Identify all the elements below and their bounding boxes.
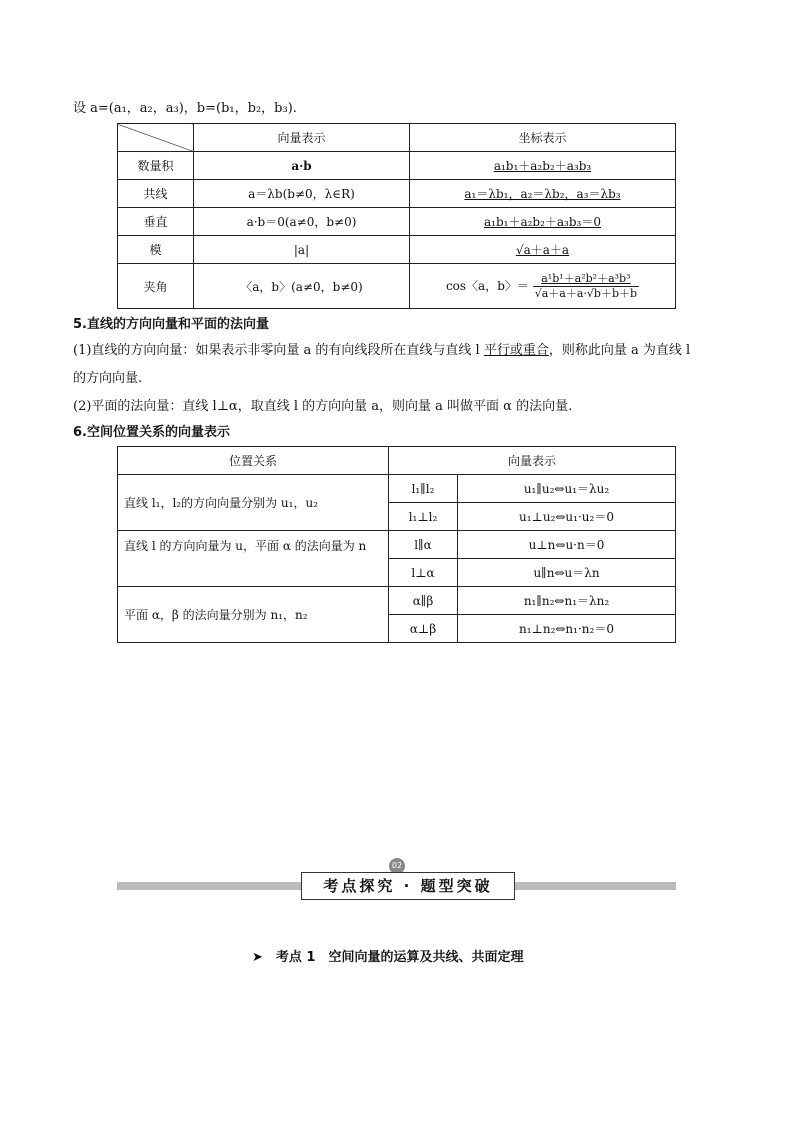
vector-cell: n₁⊥n₂⇔n₁·n₂＝0: [458, 615, 676, 643]
banner-title: 考点探究 · 题型突破: [301, 872, 515, 900]
group-desc: 直线 l 的方向向量为 u，平面 α 的法向量为 n: [118, 531, 389, 587]
p1-underlined: 平行或重合: [483, 343, 549, 358]
row-coord-fraction: [410, 264, 676, 309]
fraction: [533, 272, 639, 301]
vector-cell: u₁∥u₂⇔u₁＝λu₂: [458, 475, 676, 503]
row-label: 垂直: [118, 208, 194, 236]
banner-bar-left: [117, 882, 301, 890]
row-label: 共线: [118, 180, 194, 208]
p1-text-b: ，则称此向量 a 为直线 l: [548, 343, 691, 358]
header-vector-rep: 向量表示: [389, 447, 676, 475]
row-coord: a₁b₁＋a₂b₂＋a₃b₃: [410, 152, 676, 180]
fraction-denominator: √a＋a＋a·√b＋b＋b: [534, 286, 638, 300]
position-relation-table: [117, 446, 676, 643]
row-vector: 〈a，b〉(a≠0，b≠0): [194, 264, 410, 309]
section5-title: 5.直线的方向向量和平面的法向量: [73, 317, 269, 332]
row-vector: a·b＝0(a≠0，b≠0): [194, 208, 410, 236]
row-label: 数量积: [118, 152, 194, 180]
section5-p2: (2)平面的法向量：直线 l⊥α，取直线 l 的方向向量 a，则向量 a 叫做平面 α 的法向量.: [73, 399, 573, 414]
row-vector: |a|: [194, 236, 410, 264]
relation-cell: l∥α: [389, 531, 458, 559]
relation-cell: l₁⊥l₂: [389, 503, 458, 531]
banner-number-badge: 02: [389, 858, 405, 874]
group-desc: 直线 l₁，l₂的方向向量分别为 u₁，u₂: [118, 475, 389, 531]
header-vector: 向量表示: [194, 124, 410, 152]
banner-bar-right: [513, 882, 676, 890]
fraction-numerator: a¹b¹＋a²b²＋a³b³: [533, 272, 639, 287]
row-coord: √a＋a＋a: [410, 236, 676, 264]
relation-cell: l⊥α: [389, 559, 458, 587]
coord-prefix: cos〈a，b〉＝: [445, 278, 529, 293]
vector-cell: n₁∥n₂⇔n₁＝λn₂: [458, 587, 676, 615]
relation-cell: l₁∥l₂: [389, 475, 458, 503]
row-coord: a₁＝λb₁，a₂＝λb₂，a₃＝λb₃: [410, 180, 676, 208]
topic-heading: ➤ 考点 1 空间向量的运算及共线、共面定理: [252, 950, 524, 965]
row-label: 模: [118, 236, 194, 264]
group-desc: 平面 α，β 的法向量分别为 n₁，n₂: [118, 587, 389, 643]
section5-p1-cont: 的方向向量.: [73, 371, 143, 386]
header-relation: 位置关系: [118, 447, 389, 475]
row-vector: a·b: [194, 152, 410, 180]
vector-cell: u₁⊥u₂⇔u₁·u₂＝0: [458, 503, 676, 531]
diagonal-header-cell: [118, 124, 194, 152]
row-vector: a＝λb(b≠0，λ∈R): [194, 180, 410, 208]
vector-cell: u⊥n⇔u·n＝0: [458, 531, 676, 559]
row-coord: a₁b₁＋a₂b₂＋a₃b₃＝0: [410, 208, 676, 236]
relation-cell: α∥β: [389, 587, 458, 615]
vector-cell: u∥n⇔u＝λn: [458, 559, 676, 587]
section6-title: 6.空间位置关系的向量表示: [73, 425, 230, 440]
vector-coordinate-table: [117, 123, 676, 309]
section-banner: [117, 861, 676, 896]
section5-p1: [73, 339, 690, 358]
p1-text-a: (1)直线的方向向量：如果表示非零向量 a 的有向线段所在直线与直线 l: [73, 343, 484, 358]
row-label: 夹角: [118, 264, 194, 309]
relation-cell: α⊥β: [389, 615, 458, 643]
intro-text: 设 a=(a₁，a₂，a₃)，b=(b₁，b₂，b₃).: [73, 101, 297, 116]
header-coord: 坐标表示: [410, 124, 676, 152]
